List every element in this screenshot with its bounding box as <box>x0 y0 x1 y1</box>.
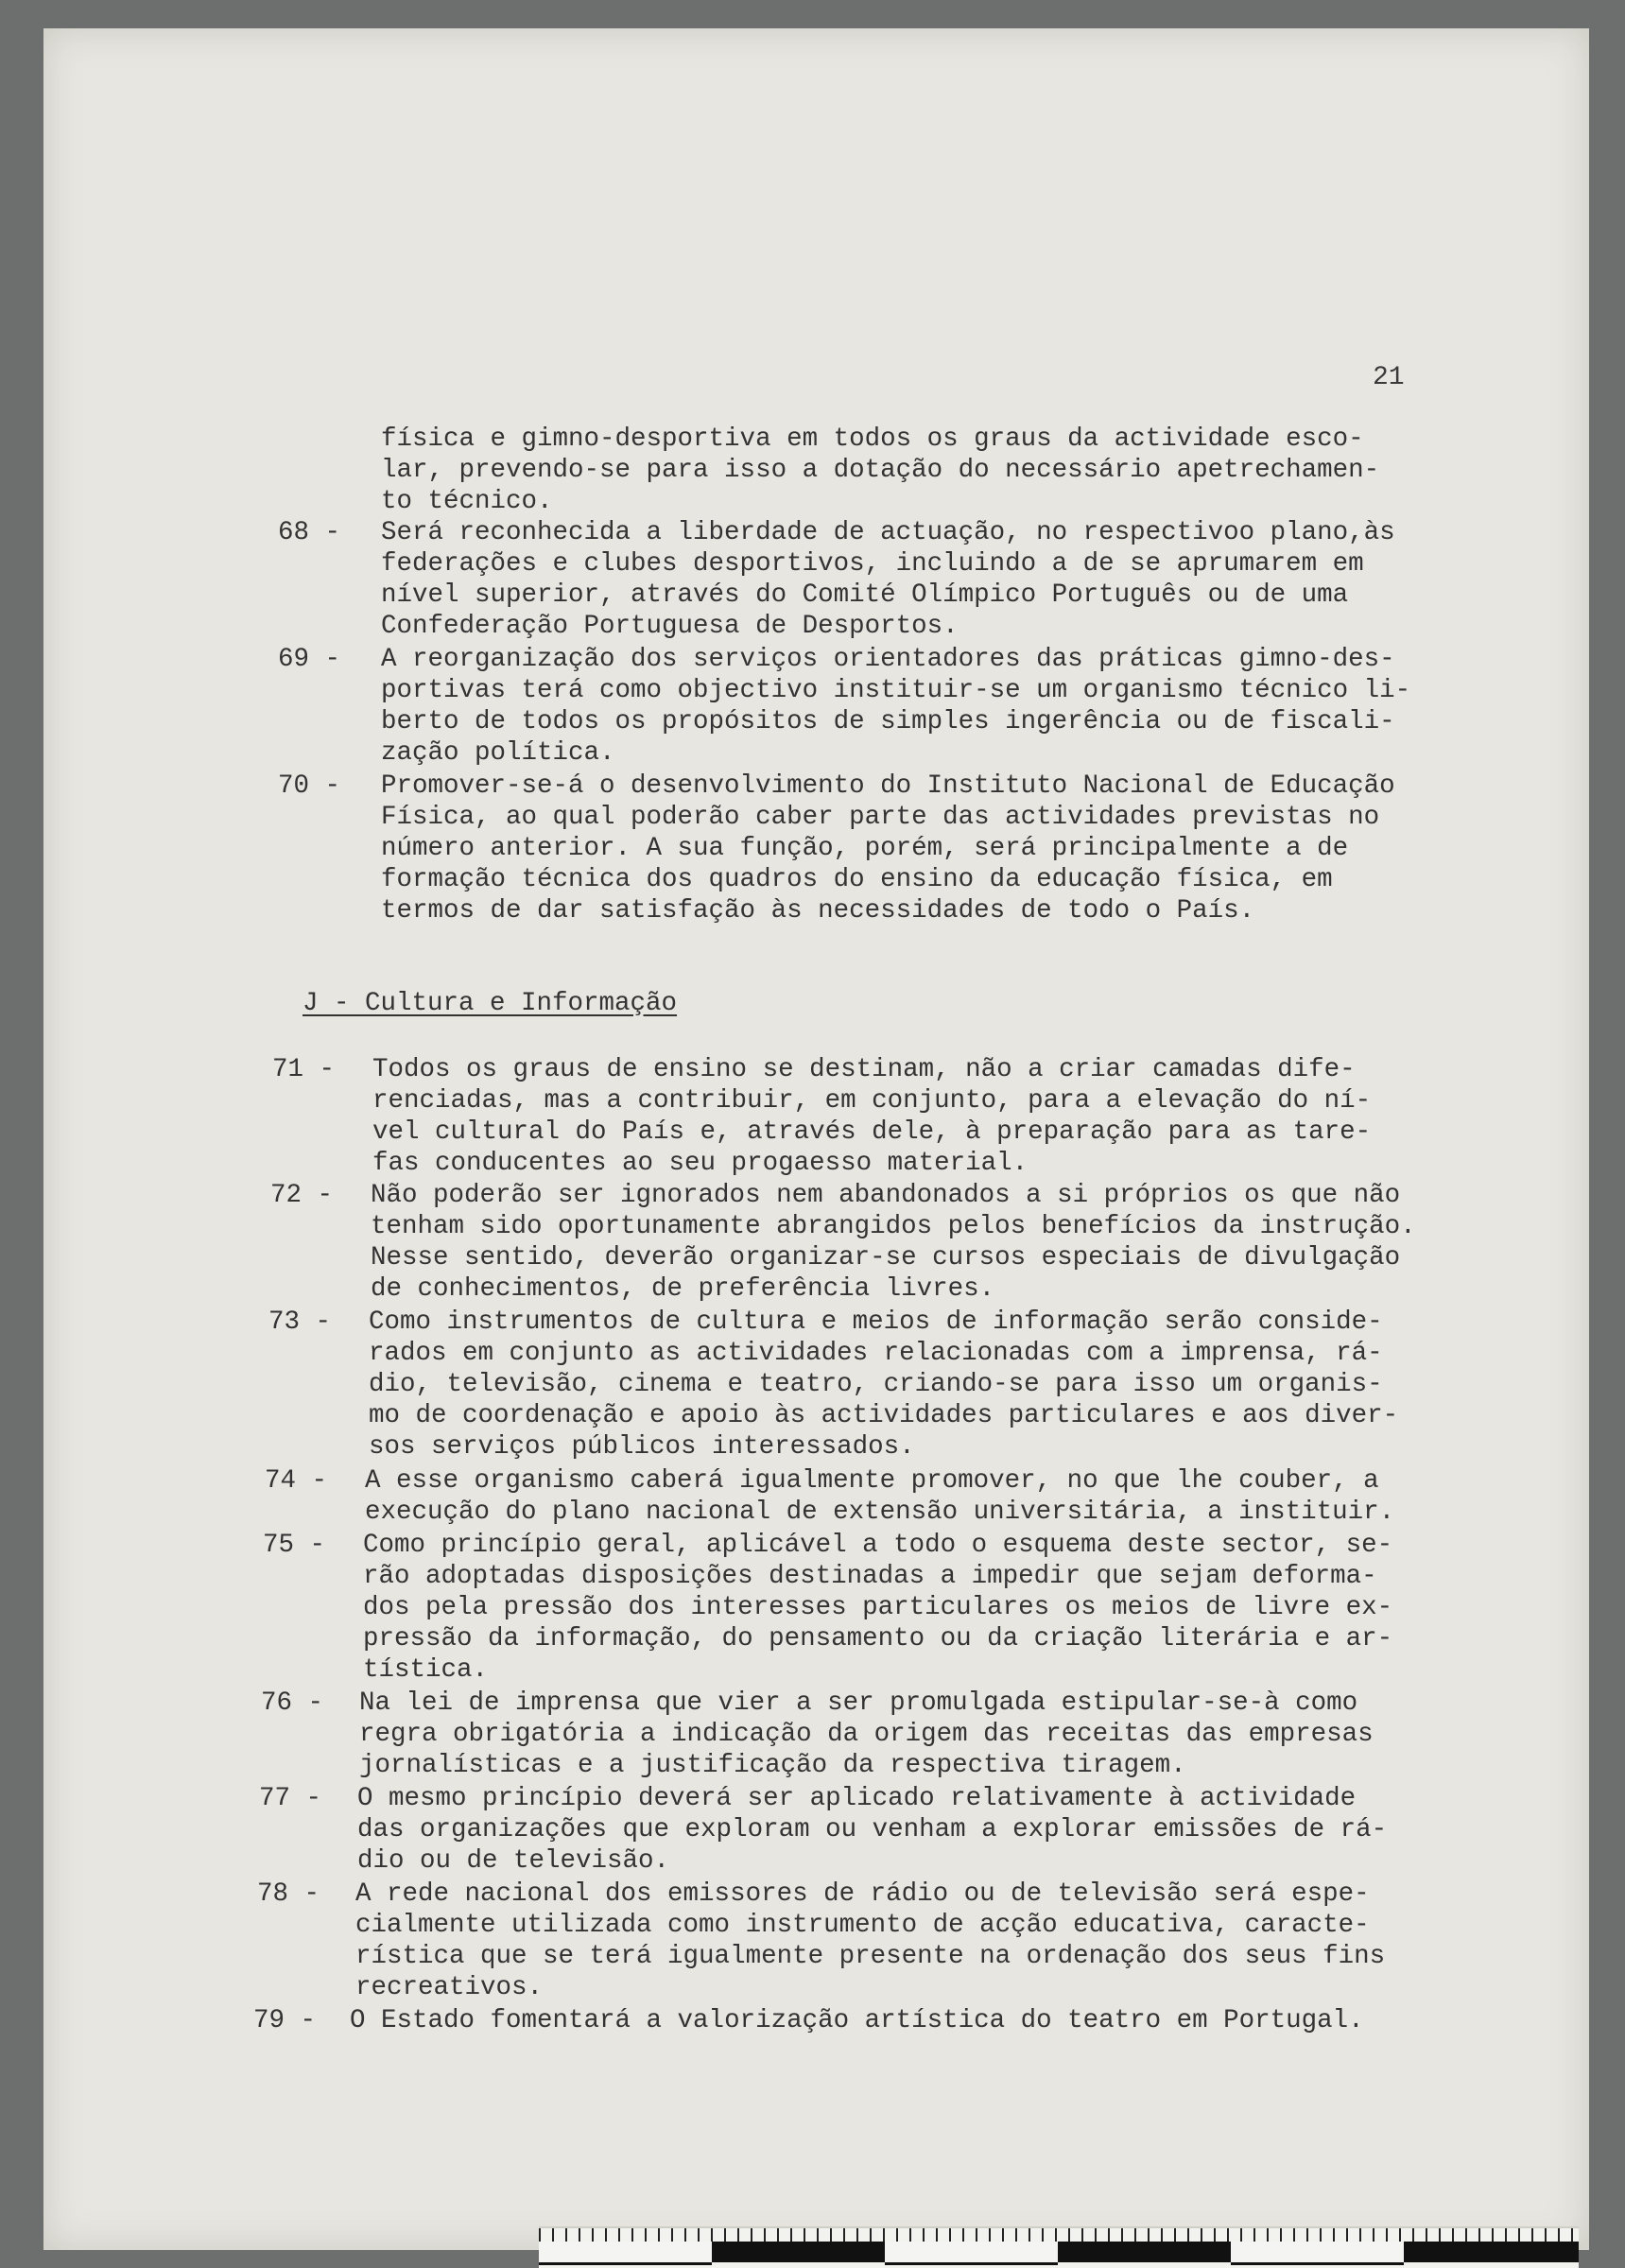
item-line: fas conducentes ao seu progaesso material. <box>372 1149 1029 1178</box>
ruler-segment <box>1404 2242 1579 2262</box>
item-line: federações e clubes desportivos, incluindo a de se aprumarem em <box>381 549 1364 579</box>
item-line: das organizações que exploram ou venham a explorar emissões de rá- <box>357 1815 1388 1844</box>
ruler-segment <box>712 2242 885 2262</box>
item-line: A rede nacional dos emissores de rádio ou de televisão será espe- <box>355 1879 1370 1909</box>
item-line: rística que se terá igualmente presente na ordenação dos seus fins <box>355 1942 1386 1971</box>
item-line: Como princípio geral, aplicável a todo o esquema deste sector, se- <box>363 1531 1393 1560</box>
item-line: Será reconhecida a liberdade de actuação, no respectivoo plano,às <box>381 518 1395 547</box>
item-line: recreativos. <box>355 1973 544 2002</box>
list-item <box>381 517 1395 642</box>
list-item <box>359 1688 1374 1781</box>
list-item <box>381 770 1395 926</box>
item-line: tenham sido oportunamente abrangidos pelos benefícios da instrução. <box>371 1212 1416 1241</box>
item-line: A esse organismo caberá igualmente promover, no que lhe couber, a <box>365 1466 1379 1496</box>
item-number: 75 - <box>262 1531 325 1560</box>
item-line: jornalísticas e a justificação da respectiva tiragem. <box>359 1751 1186 1780</box>
intro-line: lar, prevendo-se para isso a dotação do necessário apetrechamen- <box>381 456 1380 485</box>
list-item <box>350 2005 1364 2036</box>
item-line: Nesse sentido, deverão organizar-se cursos especiais de divulgação <box>371 1243 1401 1273</box>
document-page <box>43 28 1589 2250</box>
item-line: execução do plano nacional de extensão universitária, a instituir. <box>365 1498 1395 1527</box>
item-line: cialmente utilizada como instrumento de acção educativa, caracte- <box>355 1911 1370 1940</box>
item-line: formação técnica dos quadros do ensino da educação física, em <box>381 865 1333 894</box>
item-line: mo de coordenação e apoio às actividades particulares e aos diver- <box>369 1401 1399 1430</box>
item-line: dos pela pressão dos interesses particulares os meios de livre ex- <box>363 1593 1393 1622</box>
item-line: vel cultural do País e, através dele, à preparação para as tare- <box>372 1117 1372 1147</box>
item-line: nível superior, através do Comité Olímpico Português ou de uma <box>381 580 1349 610</box>
item-number: 74 - <box>264 1466 327 1496</box>
item-number: 79 - <box>252 2006 316 2035</box>
intro-paragraph <box>381 424 1379 517</box>
intro-line: to técnico. <box>381 487 553 516</box>
item-number: 77 - <box>258 1784 321 1813</box>
ruler-segment <box>1231 2242 1404 2265</box>
item-line: termos de dar satisfação às necessidades de todo o País. <box>381 896 1255 926</box>
item-line: renciadas, mas a contribuir, em conjunto, para a elevação do ní- <box>372 1086 1372 1116</box>
item-line: zação política. <box>381 738 615 768</box>
item-number: 71 - <box>271 1055 335 1084</box>
item-line: número anterior. A sua função, porém, será principalmente a de <box>381 834 1349 863</box>
item-line: sos serviços públicos interessados. <box>369 1432 915 1462</box>
section-heading: J - Cultura e Informação <box>303 989 678 1018</box>
item-number: 78 - <box>256 1879 320 1909</box>
page-number: 21 <box>1373 363 1405 392</box>
item-number: 68 - <box>277 518 340 547</box>
item-line: portivas terá como objectivo instituir-se um organismo técnico li- <box>381 676 1411 705</box>
item-line: dio ou de televisão. <box>357 1846 670 1876</box>
item-line: regra obrigatória a indicação da origem das receitas das empresas <box>359 1720 1374 1749</box>
item-line: dio, televisão, cinema e teatro, criando-se para isso um organis- <box>369 1370 1383 1399</box>
list-item <box>372 1054 1371 1179</box>
item-line: rados em conjunto as actividades relacionadas com a imprensa, rá- <box>369 1339 1383 1368</box>
item-line: pressão da informação, do pensamento ou da criação literária e ar- <box>363 1624 1393 1653</box>
item-line: A reorganização dos serviços orientadores das práticas gimno-des- <box>381 645 1395 674</box>
item-number: 76 - <box>260 1688 323 1718</box>
item-line: Como instrumentos de cultura e meios de informação serão conside- <box>369 1307 1383 1337</box>
item-line: Física, ao qual poderão caber parte das actividades previstas no <box>381 803 1380 832</box>
list-item <box>365 1465 1394 1528</box>
ruler-segment <box>1058 2242 1231 2262</box>
item-line: O Estado fomentará a valorização artística do teatro em Portugal. <box>350 2006 1364 2035</box>
item-line: Não poderão ser ignorados nem abandonados a si próprios os que não <box>371 1181 1401 1210</box>
list-item <box>357 1783 1387 1877</box>
list-item <box>371 1180 1416 1305</box>
item-line: Todos os graus de ensino se destinam, não a criar camadas dife- <box>372 1055 1356 1084</box>
item-number: 72 - <box>269 1181 333 1210</box>
list-item <box>381 644 1410 769</box>
item-line: Confederação Portuguesa de Desportos. <box>381 612 959 641</box>
ruler-segment <box>885 2242 1058 2265</box>
list-item <box>363 1530 1392 1686</box>
item-number: 70 - <box>277 771 340 801</box>
intro-line: física e gimno-desportiva em todos os graus da actividade esco- <box>381 424 1364 454</box>
item-line: rão adoptadas disposições destinadas a impedir que sejam deforma- <box>363 1562 1377 1591</box>
item-line: O mesmo princípio deverá ser aplicado relativamente à actividade <box>357 1784 1357 1813</box>
item-line: tística. <box>363 1655 489 1685</box>
scan-ruler <box>539 2226 1579 2268</box>
item-line: berto de todos os propósitos de simples ingerência ou de fiscali- <box>381 707 1395 736</box>
list-item <box>355 1878 1385 2003</box>
item-number: 69 - <box>277 645 340 674</box>
item-line: Promover-se-á o desenvolvimento do Instituto Nacional de Educação <box>381 771 1395 801</box>
item-line: de conhecimentos, de preferência livres. <box>371 1274 995 1304</box>
ruler-segment <box>539 2242 712 2265</box>
item-number: 73 - <box>268 1307 331 1337</box>
list-item <box>369 1307 1398 1463</box>
item-line: Na lei de imprensa que vier a ser promulgada estipular-se-à como <box>359 1688 1358 1718</box>
